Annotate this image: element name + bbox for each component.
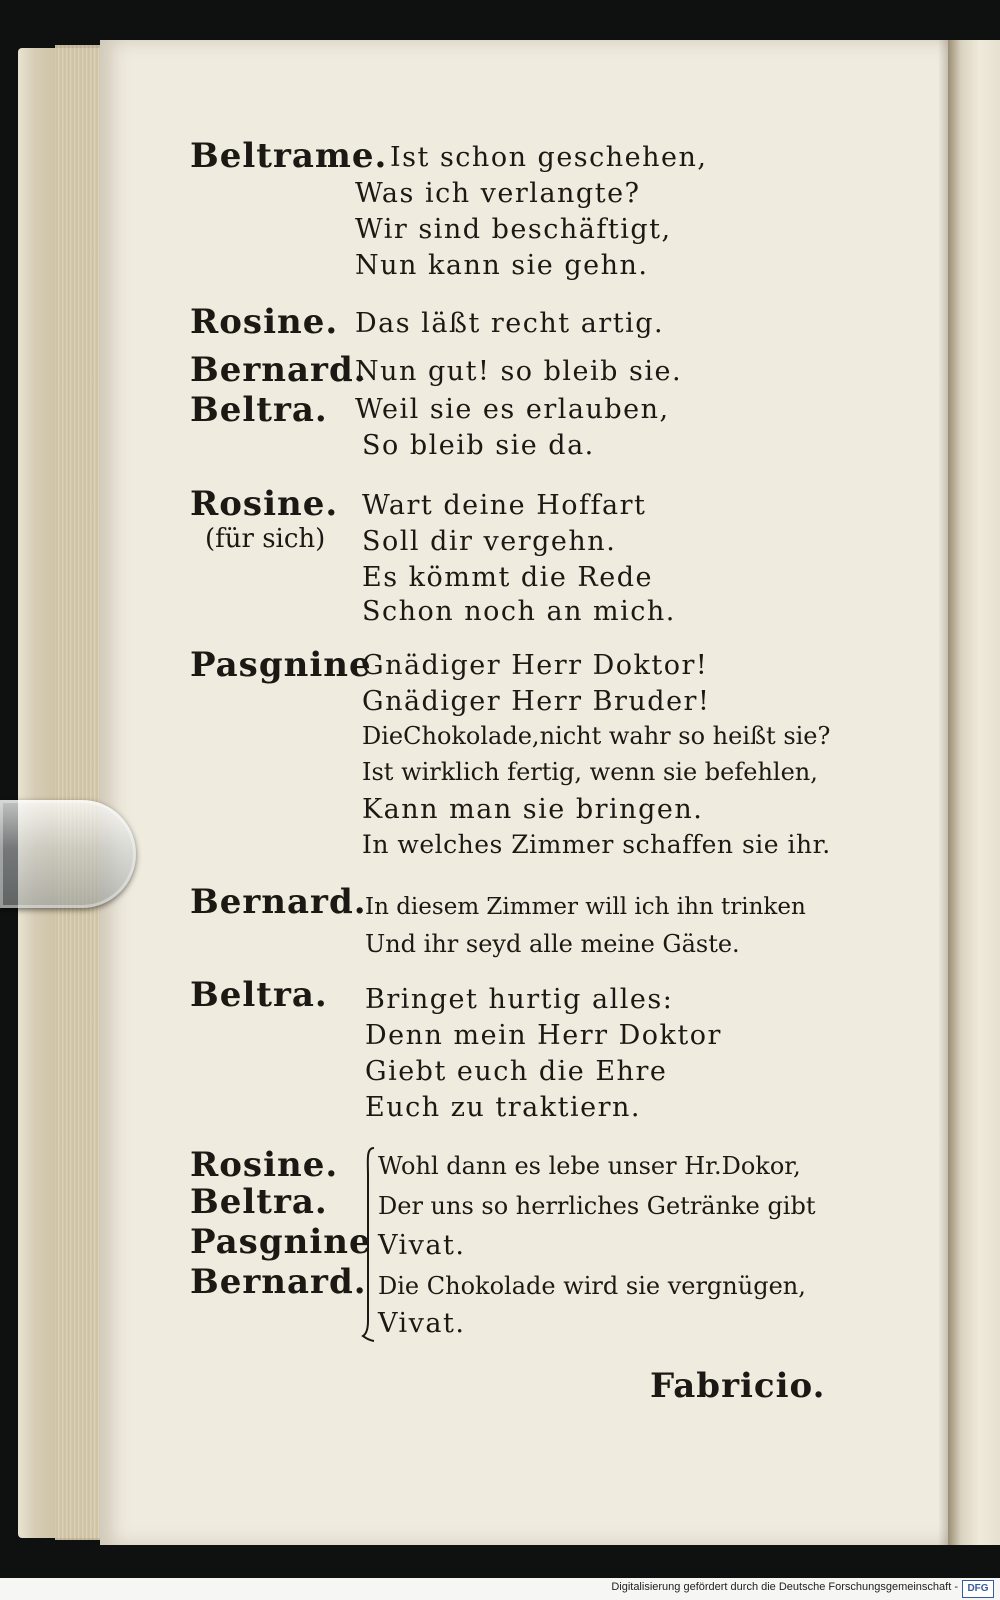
verse-line: Nun kann sie gehn.: [355, 250, 649, 281]
verse-line: Die Chokolade wird sie vergnügen,: [378, 1272, 806, 1300]
chorus-brace: [360, 1146, 378, 1342]
verse-line: Gnädiger Herr Doktor!: [362, 650, 709, 681]
speaker-name: Bernard.: [190, 350, 367, 390]
footer-credit: Digitalisierung gefördert durch die Deutsche Forschungsgemeinschaft -: [611, 1581, 958, 1593]
chorus-speaker: Pasgnine: [190, 1222, 372, 1262]
verse-line: Was ich verlangte?: [355, 178, 641, 209]
verse-line: Vivat.: [378, 1230, 466, 1261]
speaker-name: Rosine.: [190, 302, 339, 342]
verse-line: Schon noch an mich.: [362, 596, 676, 627]
verse-line: Wohl dann es lebe unser Hr.Dokor,: [378, 1152, 801, 1180]
facing-page-edge: [948, 40, 1000, 1545]
speaker-name: Beltra.: [190, 390, 328, 430]
verse-line: Nun gut! so bleib sie.: [355, 356, 683, 387]
verse-line: In diesem Zimmer will ich ihn trinken: [365, 894, 806, 920]
speaker-name: Bernard.: [190, 882, 367, 922]
footer-bar: [0, 1578, 1000, 1600]
verse-line: Denn mein Herr Doktor: [365, 1020, 722, 1051]
verse-line: Ist schon geschehen,: [390, 142, 708, 173]
verse-line: Giebt euch die Ehre: [365, 1056, 668, 1087]
chorus-speaker: Bernard.: [190, 1262, 367, 1302]
chorus-speaker: Rosine.: [190, 1145, 339, 1185]
verse-line: Es kömmt die Rede: [362, 562, 653, 593]
verse-line: Der uns so herrliches Getränke gibt: [378, 1192, 816, 1220]
dfg-logo[interactable]: DFG: [962, 1580, 994, 1598]
speaker-name: Beltrame.: [190, 136, 388, 176]
verse-line: Wir sind beschäftigt,: [355, 214, 672, 245]
catchword: Fabricio.: [650, 1366, 826, 1406]
verse-line: Soll dir vergehn.: [362, 526, 617, 557]
verse-line: Ist wirklich fertig, wenn sie befehlen,: [362, 758, 818, 786]
chorus-speaker: Beltra.: [190, 1182, 328, 1222]
verse-line: DieChokolade,nicht wahr so heißt sie?: [362, 722, 831, 750]
verse-line: Weil sie es erlauben,: [355, 394, 670, 425]
verse-line: Vivat.: [378, 1308, 466, 1339]
speaker-name: Rosine.: [190, 484, 339, 524]
verse-line: Kann man sie bringen.: [362, 794, 704, 825]
verse-line: So bleib sie da.: [362, 430, 595, 461]
verse-line: Euch zu traktiern.: [365, 1092, 641, 1123]
speaker-name: Pasgnine: [190, 645, 372, 685]
verse-line: Und ihr seyd alle meine Gäste.: [365, 930, 740, 958]
verse-line: Das läßt recht artig.: [355, 308, 665, 339]
verse-line: Bringet hurtig alles:: [365, 984, 674, 1015]
verse-line: Gnädiger Herr Bruder!: [362, 686, 711, 717]
page-clip: [0, 800, 136, 908]
speaker-name: Beltra.: [190, 975, 328, 1015]
stage-direction: (für sich): [205, 524, 326, 554]
verse-line: In welches Zimmer schaffen sie ihr.: [362, 830, 831, 859]
verse-line: Wart deine Hoffart: [362, 490, 647, 521]
page-stack: [55, 45, 103, 1540]
